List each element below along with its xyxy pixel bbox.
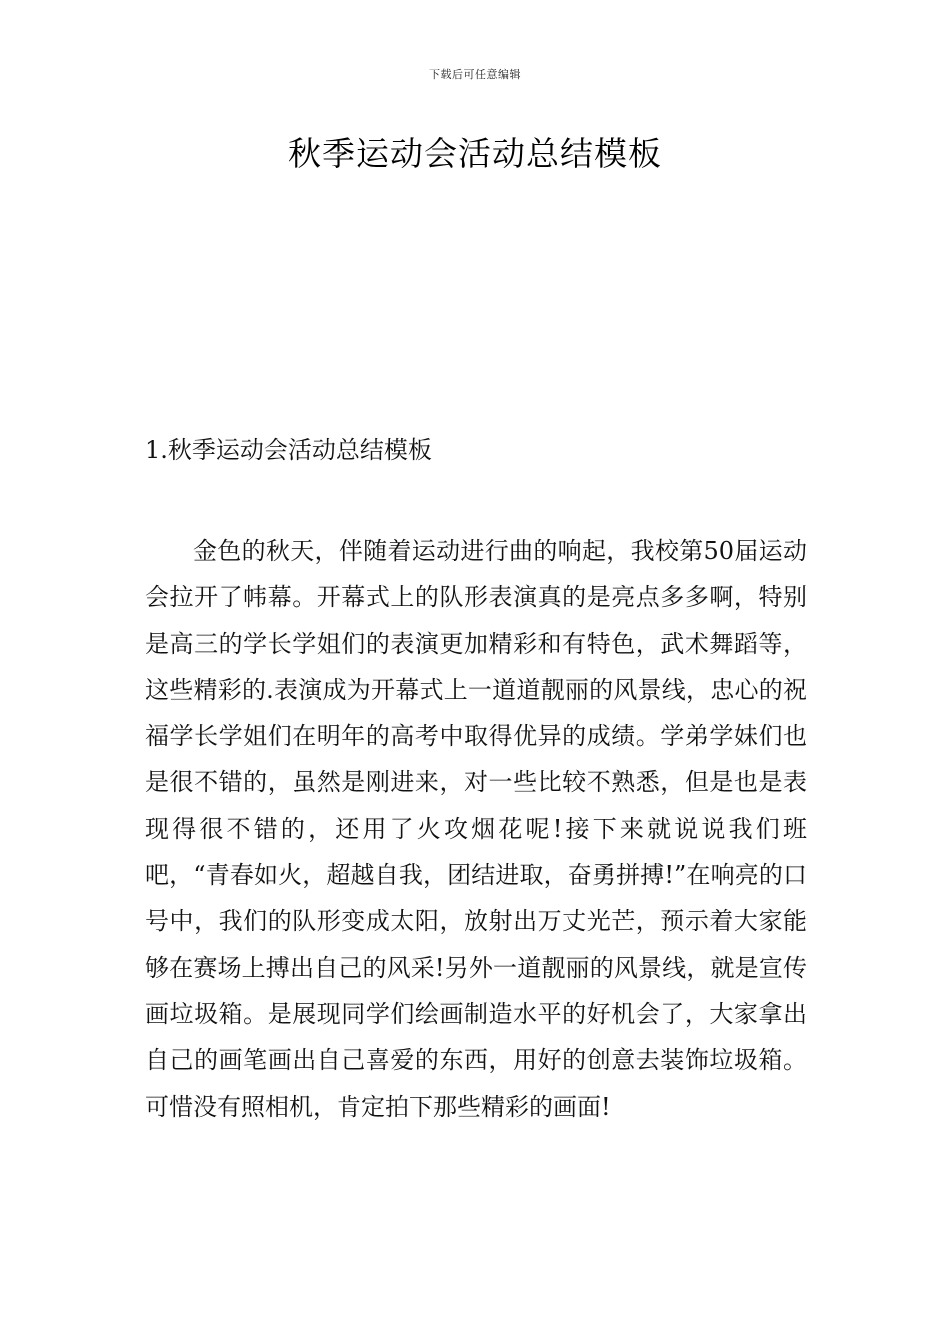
page-header-note: 下载后可任意编辑 — [429, 68, 521, 81]
section-heading: 1.秋季运动会活动总结模板 — [145, 436, 432, 464]
document-title: 秋季运动会活动总结模板 — [288, 134, 662, 173]
body-paragraph: 金色的秋天，伴随着运动进行曲的响起，我校第50届运动会拉开了帏幕。开幕式上的队形表演真的是亮点多多啊，特别是高三的学长学姐们的表演更加精彩和有特色，武术舞蹈等，这些精彩的.表演成为开幕式上一道道靓丽的风景线，忠心的祝福学长学姐们在明年的高考中取得优异的成绩。学弟学妹们也是很不错的，虽然是刚进来，对一些比较不熟悉，但是也是表现得很不错的，还用了火攻烟花呢!接下来就说说我们班吧，“青春如火，超越自我，团结进取，奋勇拼搏!”在响亮的口号中，我们的队形变成太阳，放射出万丈光芒，预示着大家能够在赛场上搏出自己的风采!另外一道靓丽的风景线，就是宣传画垃圾箱。是展现同学们绘画制造水平的好机会了，大家拿出自己的画笔画出自己喜爱的东西，用好的创意去装饰垃圾箱。可惜没有照相机，肯定拍下那些精彩的画面! — [145, 537, 807, 1121]
